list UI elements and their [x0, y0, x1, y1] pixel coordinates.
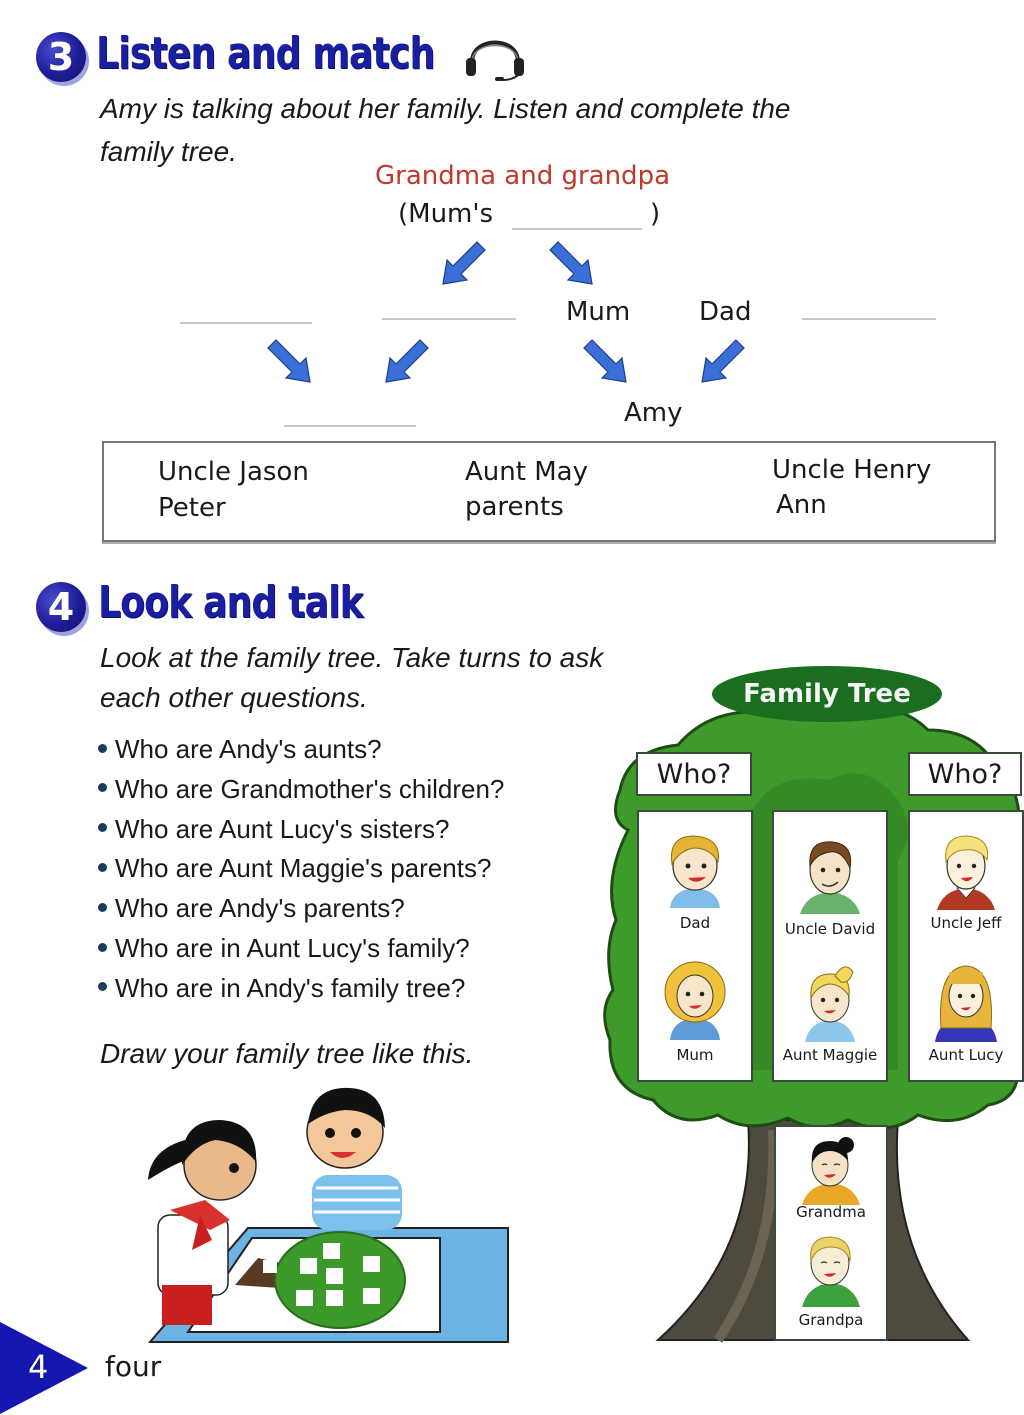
tree-top-sub-prefix: (Mum's — [398, 199, 494, 229]
dad-portrait-icon — [660, 828, 730, 908]
arrow-down-right-icon — [266, 336, 316, 386]
exercise-4-instruction-line-1: Look at the family tree. Take turns to ask — [100, 642, 604, 673]
tree-amy: Amy — [624, 398, 683, 428]
exercise-4-title: Look and talk — [98, 577, 363, 628]
word-bank-item: parents — [465, 492, 564, 522]
exercise-4-number: 4 — [47, 585, 75, 629]
tree-dad: Dad — [699, 297, 752, 327]
member-aunt-maggie: Aunt Maggie — [782, 1046, 878, 1064]
word-bank-item: Peter — [158, 493, 226, 523]
member-uncle-david: Uncle David — [784, 920, 876, 938]
question-text: Who are Andy's aunts? — [115, 734, 382, 764]
question-text: Who are in Andy's family tree? — [115, 972, 466, 1003]
uncle-jeff-portrait-icon — [931, 830, 1001, 910]
question-text: Who are Grandmother's children? — [115, 773, 505, 804]
aunt-maggie-portrait-icon — [795, 958, 865, 1042]
grandpa-portrait-icon — [796, 1231, 866, 1307]
exercise-4-number-badge — [36, 582, 86, 632]
bullet-icon — [98, 943, 107, 952]
who-label-right: Who? — [908, 752, 1022, 796]
bullet-icon — [98, 863, 107, 872]
word-bank-item: Ann — [776, 490, 827, 520]
grandma-portrait-icon — [796, 1133, 866, 1205]
question-item — [98, 770, 504, 810]
question-item — [98, 810, 504, 850]
family-tree-banner: Family Tree — [712, 666, 942, 722]
exercise-3-instruction-line-2: family tree. — [100, 136, 237, 167]
question-text: Who are Aunt Maggie's parents? — [115, 853, 492, 884]
family-card-uncle-aunt-middle — [772, 810, 888, 1082]
blank-relative-1[interactable] — [180, 322, 312, 324]
aunt-lucy-portrait-icon — [931, 958, 1001, 1042]
arrow-down-left-icon — [380, 336, 430, 386]
exercise-4-instruction-line-2: each other questions. — [100, 682, 368, 713]
word-bank-item: Uncle Jason — [158, 457, 309, 487]
member-grandma: Grandma — [796, 1203, 866, 1221]
arrow-down-right-icon — [582, 336, 632, 386]
who-label-left: Who? — [636, 752, 752, 796]
question-text: Who are Andy's parents? — [115, 893, 405, 924]
question-item — [98, 969, 504, 1009]
family-card-grandparents — [774, 1125, 888, 1341]
question-text: Who are Aunt Lucy's sisters? — [115, 813, 450, 844]
question-list — [98, 730, 504, 1009]
uncle-david-portrait-icon — [792, 834, 868, 914]
member-aunt-lucy: Aunt Lucy — [928, 1046, 1004, 1064]
word-bank-item: Uncle Henry — [772, 455, 932, 485]
bullet-icon — [98, 823, 107, 832]
question-item — [98, 730, 504, 770]
bullet-icon — [98, 783, 107, 792]
word-bank-item: Aunt May — [465, 457, 588, 487]
question-text: Who are in Aunt Lucy's family? — [115, 932, 470, 963]
member-dad: Dad — [679, 914, 711, 932]
page-number: 4 — [28, 1348, 49, 1386]
bullet-icon — [98, 744, 107, 753]
member-grandpa: Grandpa — [798, 1311, 864, 1329]
question-item — [98, 889, 504, 929]
family-card-uncle-aunt-right — [908, 810, 1024, 1082]
mum-portrait-icon — [660, 956, 730, 1040]
exercise-3-title: Listen and match — [96, 28, 435, 79]
arrow-down-left-icon — [437, 238, 487, 288]
family-card-parents — [637, 810, 753, 1082]
arrow-down-left-icon — [696, 336, 746, 386]
bullet-icon — [98, 903, 107, 912]
bullet-icon — [98, 982, 107, 991]
exercise-3-number: 3 — [47, 35, 75, 79]
question-item — [98, 849, 504, 889]
exercise-3-instruction-line-1: Amy is talking about her family. Listen and complete the — [100, 93, 791, 124]
blank-cousin[interactable] — [284, 425, 416, 427]
blank-relative-2[interactable] — [382, 318, 516, 320]
blank-relative-3[interactable] — [802, 318, 936, 320]
member-uncle-jeff: Uncle Jeff — [930, 914, 1002, 932]
headphones-icon — [462, 26, 528, 82]
exercise-3-number-badge — [36, 32, 86, 82]
arrow-down-right-icon — [548, 238, 598, 288]
blank-mums-relation[interactable] — [512, 228, 642, 230]
tree-top-sub-suffix: ) — [650, 199, 661, 229]
draw-prompt: Draw your family tree like this. — [100, 1038, 474, 1069]
tree-top-label: Grandma and grandpa — [375, 161, 671, 191]
question-item — [98, 929, 504, 969]
tree-mum: Mum — [566, 297, 631, 327]
page-number-word: four — [105, 1350, 162, 1383]
children-drawing-illustration — [130, 1080, 520, 1350]
member-mum: Mum — [676, 1046, 714, 1064]
